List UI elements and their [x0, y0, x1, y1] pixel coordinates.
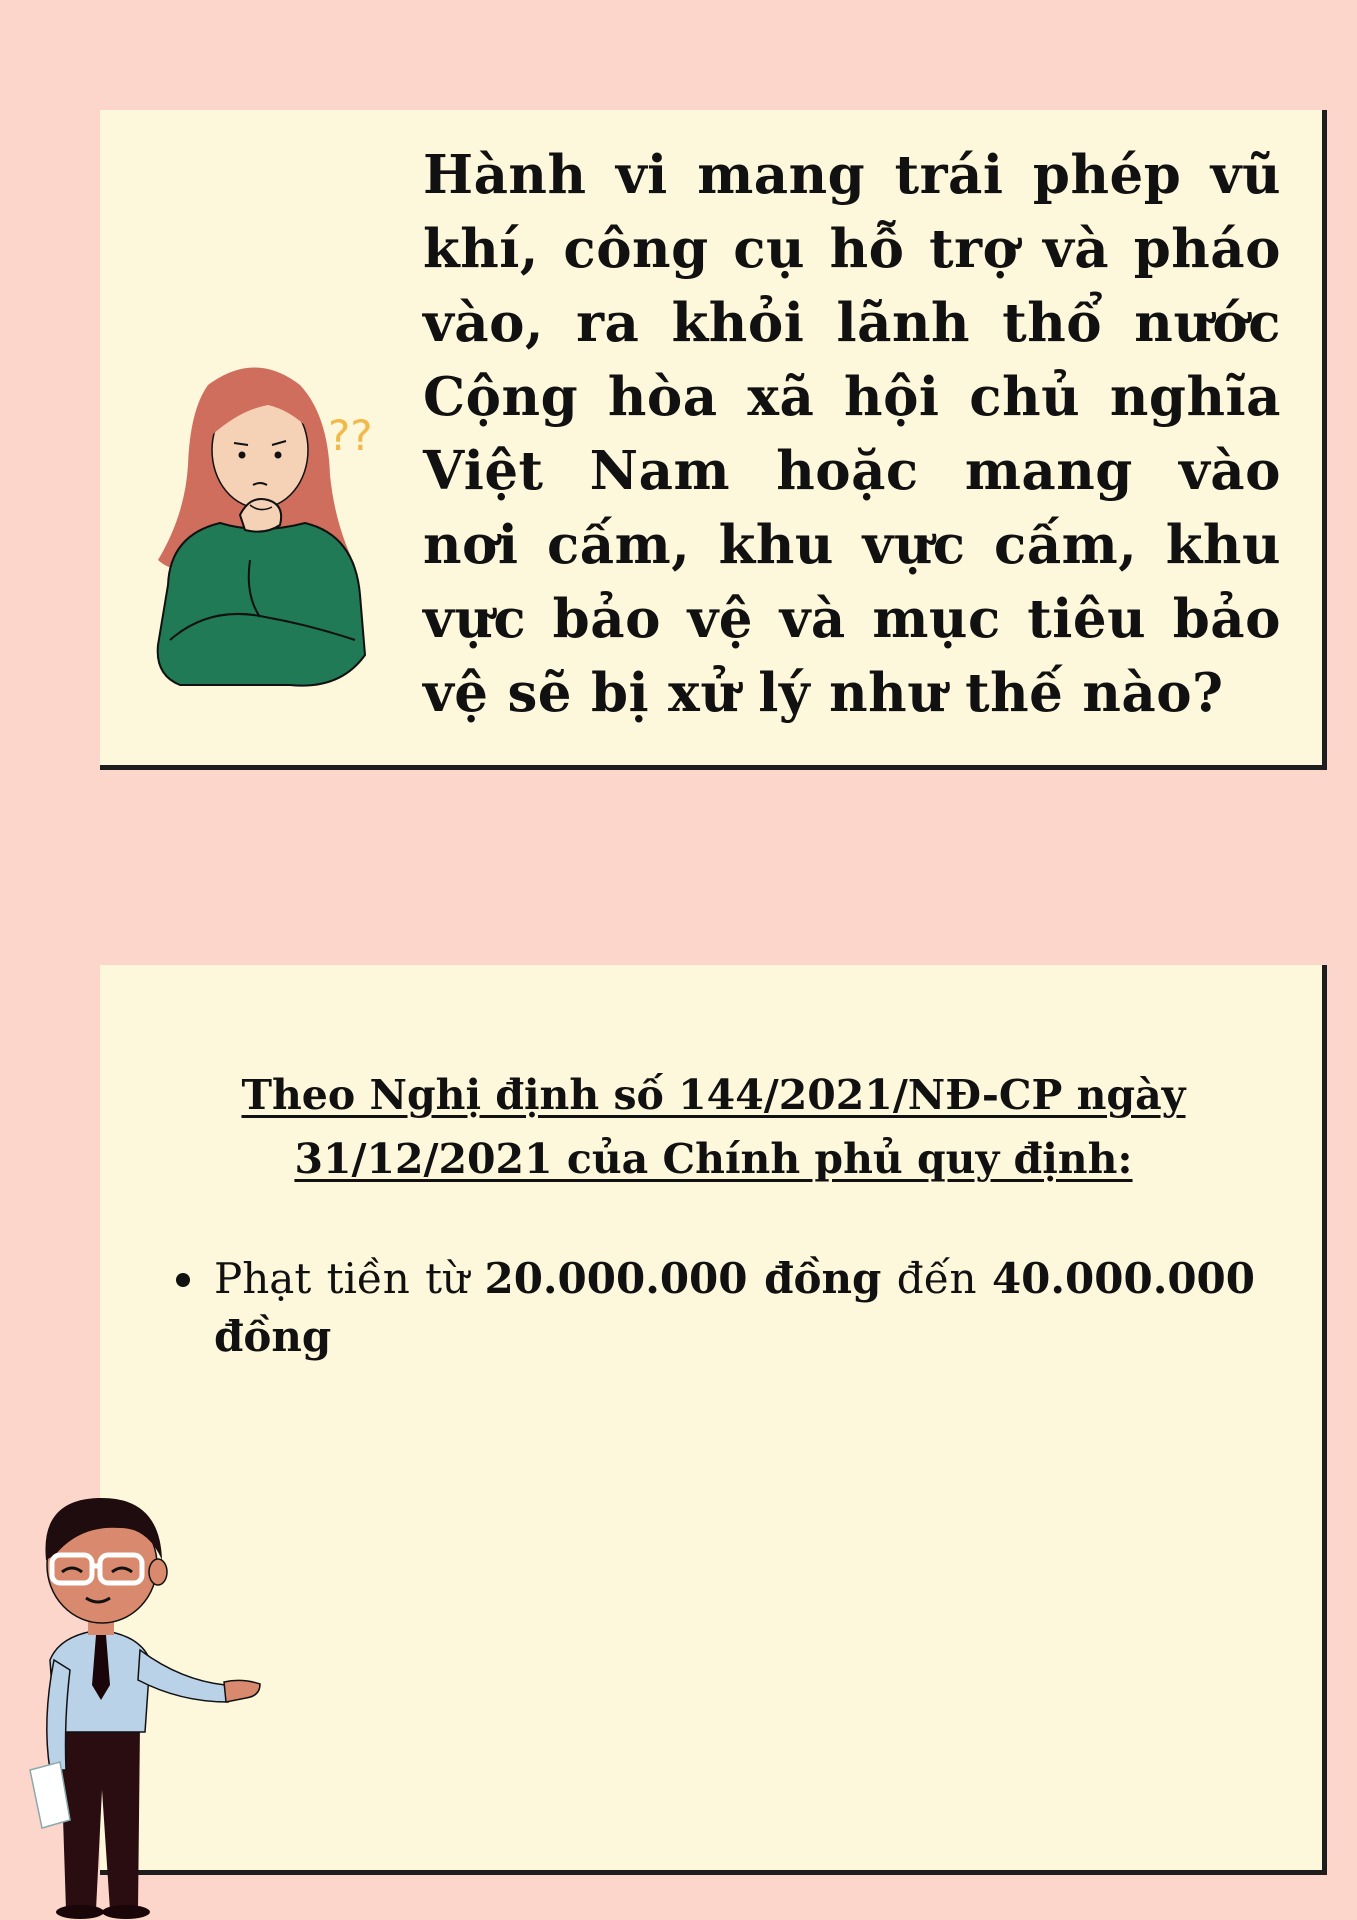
- thinking-woman-icon: [150, 355, 400, 695]
- penalty-list: [170, 1250, 1255, 1366]
- question-text: Hành vi mang trái phép vũ khí, công cụ hỗ trợ và pháo vào, ra khỏi lãnh thổ nước Cộng hòa xã hội chủ nghĩa Việt Nam hoặc mang vào nơi cấm, khu vực cấm, khu vực bảo vệ và mục tiêu bảo vệ sẽ bị xử lý như thế nào?: [423, 144, 1281, 724]
- question-marks: ??: [328, 411, 373, 460]
- penalty-amount-to: 40.000.000 đồng: [214, 1254, 1255, 1361]
- presenting-man-icon: [20, 1470, 275, 1920]
- penalty-prefix: Phạt tiền từ: [214, 1254, 485, 1303]
- answer-card: [100, 965, 1327, 1875]
- penalty-item: [170, 1250, 1255, 1366]
- penalty-amount-from: 20.000.000 đồng: [484, 1254, 882, 1303]
- answer-heading: [100, 1063, 1327, 1191]
- answer-heading-line2: 31/12/2021 của Chính phủ quy định:: [294, 1135, 1133, 1183]
- answer-heading-line1: Theo Nghị định số 144/2021/NĐ-CP ngày: [241, 1071, 1186, 1119]
- bullet-icon: [176, 1273, 190, 1287]
- penalty-middle: đến: [881, 1254, 992, 1303]
